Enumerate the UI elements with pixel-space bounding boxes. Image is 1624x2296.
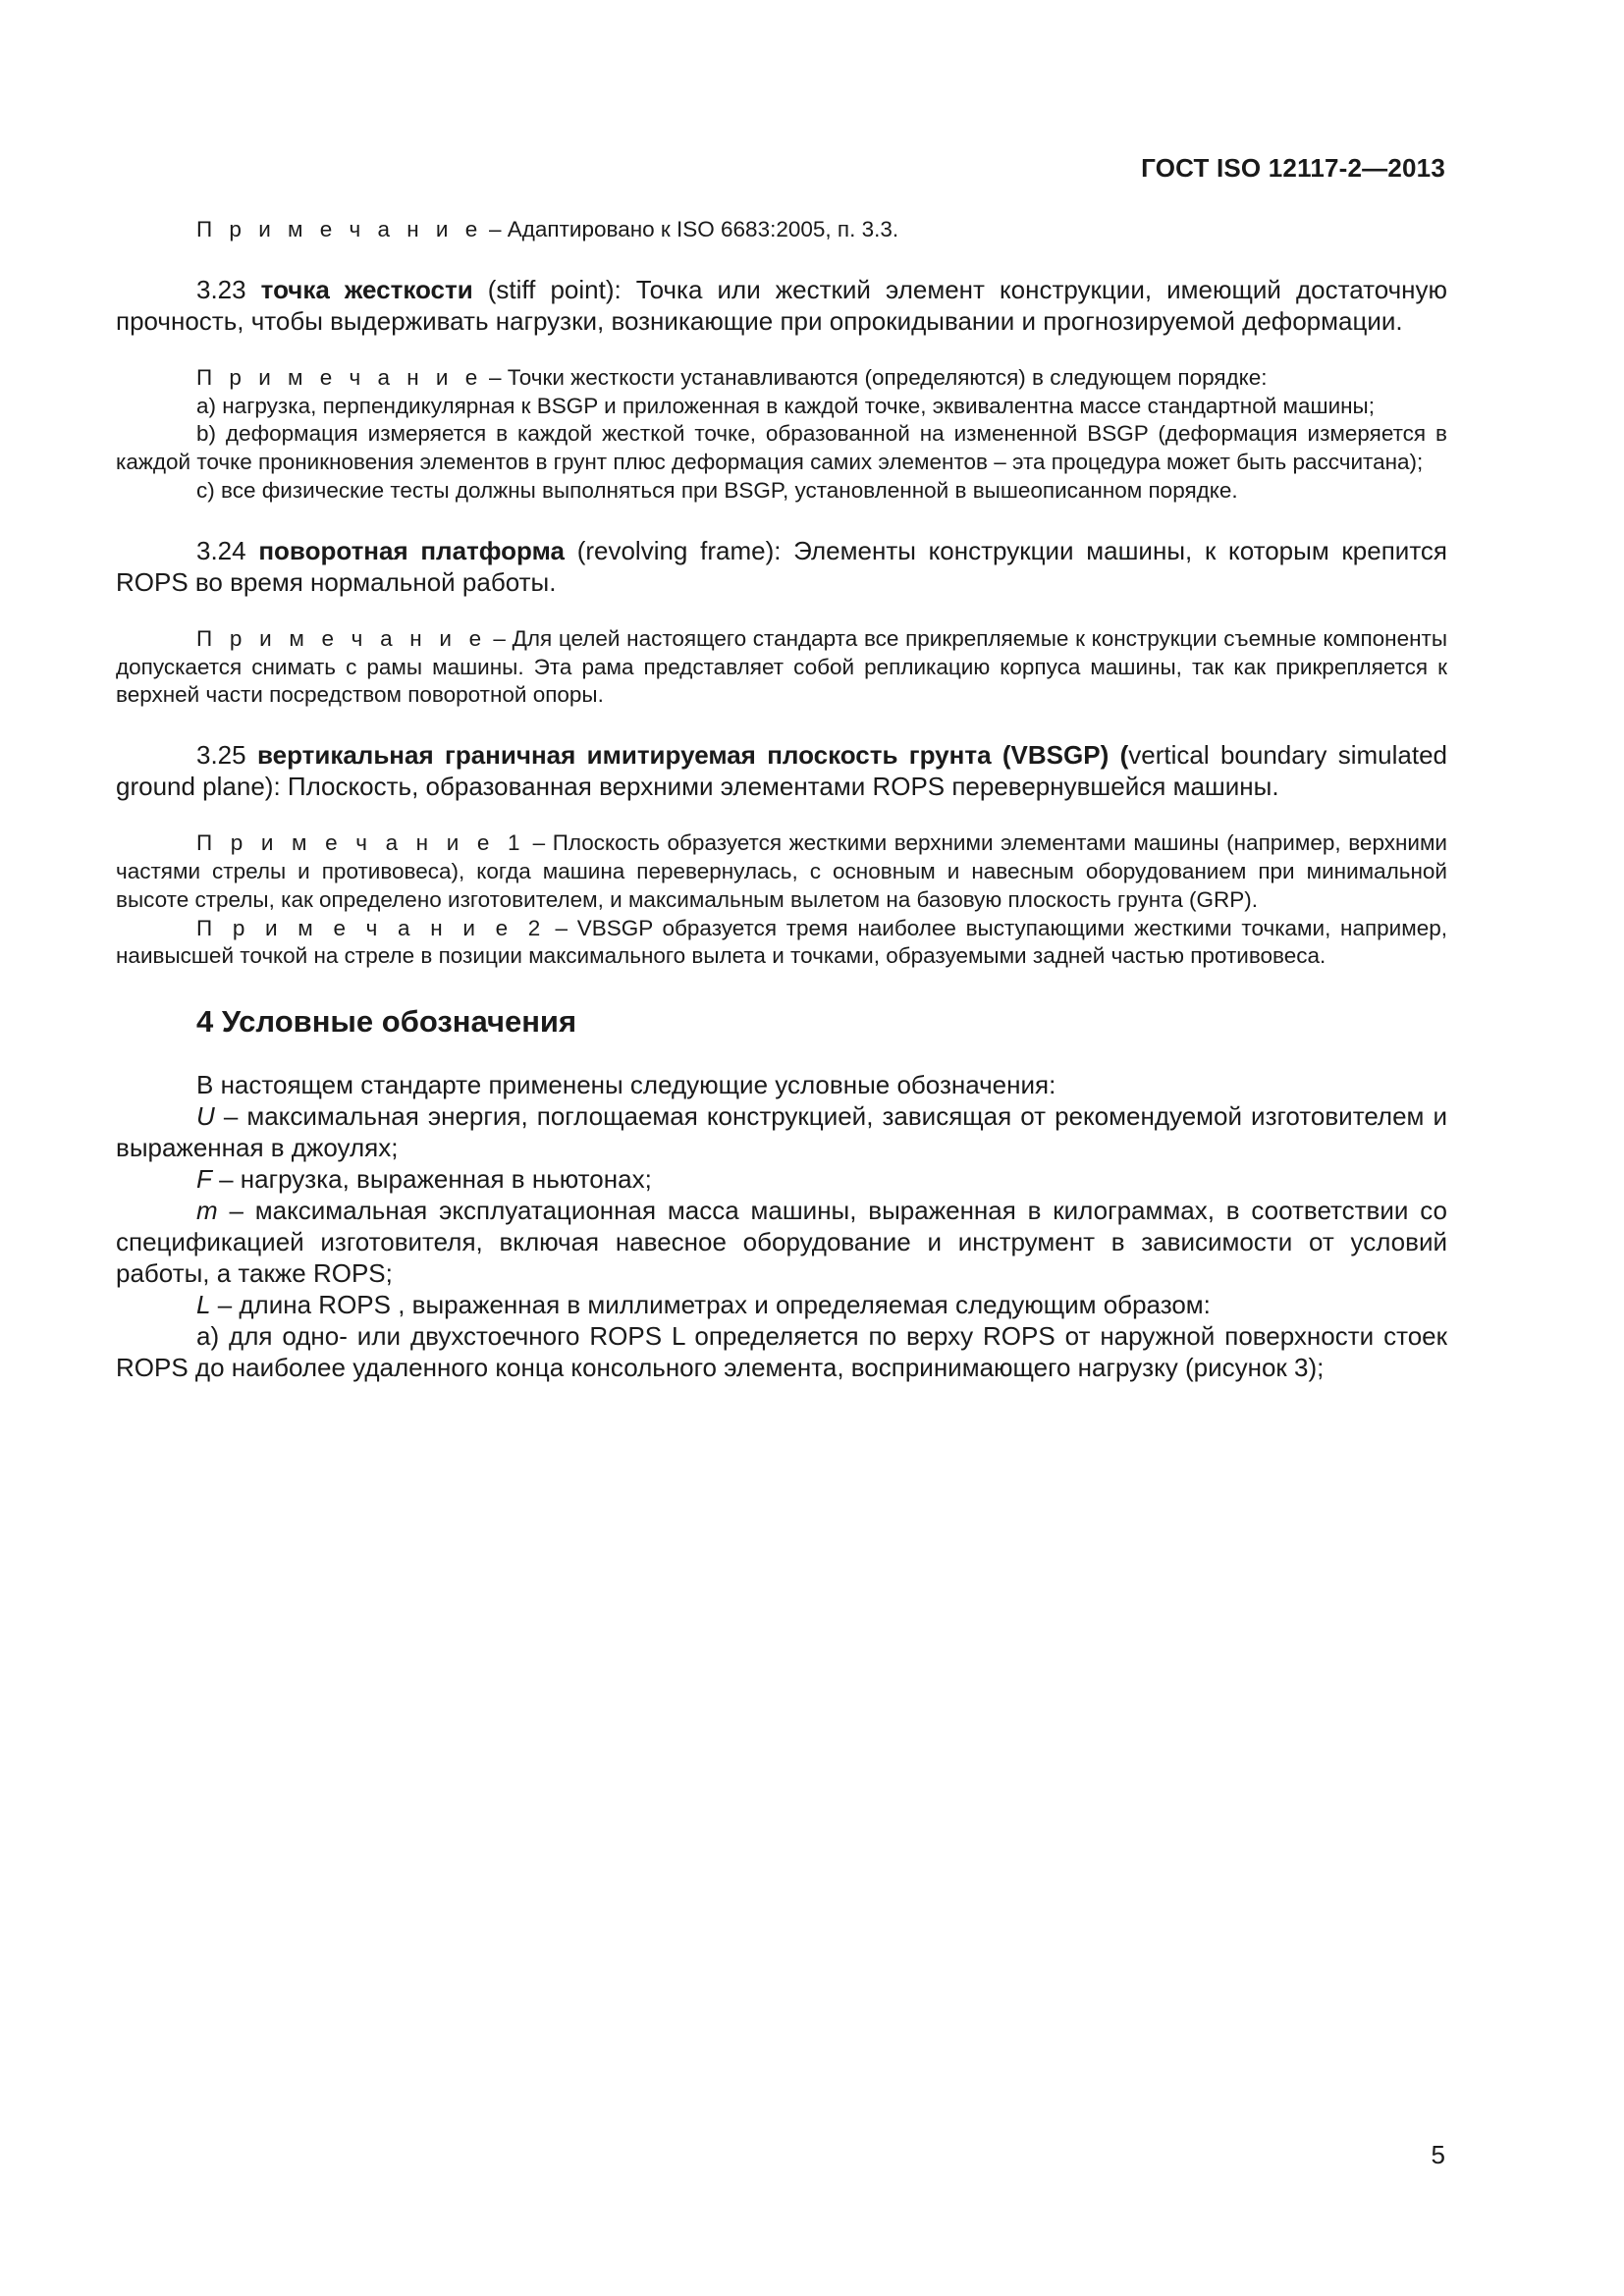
term-number: 3.25 — [196, 740, 246, 771]
symbol-l — [116, 1289, 1447, 1320]
term-number: 3.23 — [196, 274, 246, 304]
note-item-c: с) все физические тесты должны выполняться при BSGP, установленной в вышеописанном порядке. — [196, 477, 1238, 503]
note-text: – Плоскость образуется жесткими верхними элементами машины (например, верхними частями стрелы и противовеса), когда машина перевернулась, с основным и навесным оборудованием при минимальной высоте стрелы, как определено изготовителем, и максимальным вылетом на базовую плоскость грунта (GRP). — [116, 830, 1447, 912]
symbol-description: – максимальная эксплуатационная масса машины, выраженная в килограммах, в соответствии со спецификацией изготовителя, включая навесное оборудование и инструмент в зависимости от условий работы, а также ROPS; — [116, 1196, 1447, 1289]
symbol-description: – нагрузка, выраженная в ньютонах; — [219, 1164, 652, 1195]
note-2 — [116, 915, 1447, 972]
note-text: – VBSGP образуется тремя наиболее выступающими жесткими точками, например, наивысшей точкой на стреле в позиции максимального вылета и точками, образуемыми задней частью противовеса. — [116, 915, 1447, 969]
term-name: вертикальная граничная имитируемая плоскость грунта (VBSGP) ( — [256, 740, 1129, 771]
term-name: поворотная платформа — [258, 535, 565, 565]
term-3-25 — [116, 739, 1447, 802]
section-heading: 4 Условные обозначения — [196, 1004, 577, 1040]
symbol-u — [116, 1100, 1447, 1163]
symbols-intro: В настоящем стандарте применены следующие условные обозначения: — [196, 1070, 1056, 1100]
document-code-header: ГОСТ ISO 12117-2—2013 — [1141, 153, 1445, 183]
note-adapted — [116, 216, 1447, 244]
page-number: 5 — [1431, 2140, 1445, 2169]
symbol-l-item-a: а) для одно- или двухстоечного ROPS L определяется по верху ROPS от наружной поверхности стоек ROPS до наиболее удаленного конца консольного элемента, воспринимающего нагрузку (рисунок 3); — [116, 1321, 1447, 1383]
notes-3-25 — [116, 829, 1447, 971]
term-3-24 — [116, 535, 1447, 598]
note-item-a: а) нагрузка, перпендикулярная к BSGP и приложенная в каждой точке, эквивалентна массе стандартной машины; — [196, 393, 1375, 418]
note-item-b: b) деформация измеряется в каждой жесткой точке, образованной на измененной BSGP (деформация измеряется в каждой точке проникновения элементов в грунт плюс деформация самих элементов – эта процедура может быть рассчитана); — [116, 421, 1447, 475]
page-body — [116, 216, 1447, 1383]
symbol: L — [196, 1290, 211, 1320]
term-name: точка жесткости — [260, 274, 473, 304]
symbol-description: – максимальная энергия, поглощаемая конструкцией, зависящая от рекомендуемой изготовителем и выраженная в джоулях; — [116, 1101, 1447, 1163]
symbol-m — [116, 1195, 1447, 1289]
symbol: F — [196, 1164, 212, 1195]
symbol: m — [196, 1196, 218, 1226]
note-intro — [116, 364, 1447, 393]
symbol: U — [196, 1101, 215, 1132]
note-text: – Точки жесткости устанавливаются (определяются) в следующем порядке: — [489, 364, 1268, 390]
term-definition: (revolving frame): Элементы конструкции машины, к которым крепится ROPS во время нормальной работы. — [116, 535, 1448, 597]
note-label: П р и м е ч а н и е 2 — [196, 915, 546, 940]
note-3-24 — [116, 625, 1447, 710]
note-1 — [116, 829, 1447, 914]
term-definition: (stiff point): Точка или жесткий элемент конструкции, имеющий достаточную прочность, чтобы выдерживать нагрузки, возникающие при опрокидывании и прогнозируемой деформации. — [116, 274, 1448, 336]
term-3-23 — [116, 274, 1447, 337]
note-3-23 — [116, 364, 1447, 506]
symbol-description: – длина ROPS , выраженная в миллиметрах и определяемая следующим образом: — [217, 1290, 1211, 1320]
note-text: – Для целей настоящего стандарта все прикрепляемые к конструкции съемные компоненты допускается снимать с рамы машины. Эта рама представляет собой репликацию корпуса машины, так как прикрепляется к верхней части посредством поворотной опоры. — [116, 625, 1447, 708]
symbol-f — [116, 1163, 1447, 1195]
note-label: П р и м е ч а н и е 1 — [196, 830, 525, 856]
term-definition: vertical boundary simulated ground plane): Плоскость, образованная верхними элементами ROPS перевернувшейся машины. — [116, 740, 1447, 802]
note-label: П р и м е ч а н и е — [196, 364, 483, 390]
term-number: 3.24 — [196, 535, 246, 565]
note-text: – Адаптировано к ISO 6683:2005, п. 3.3. — [489, 217, 899, 241]
note-label: П р и м е ч а н и е — [196, 217, 483, 241]
note-label: П р и м е ч а н и е — [196, 625, 487, 651]
section-4-body — [116, 1069, 1447, 1383]
